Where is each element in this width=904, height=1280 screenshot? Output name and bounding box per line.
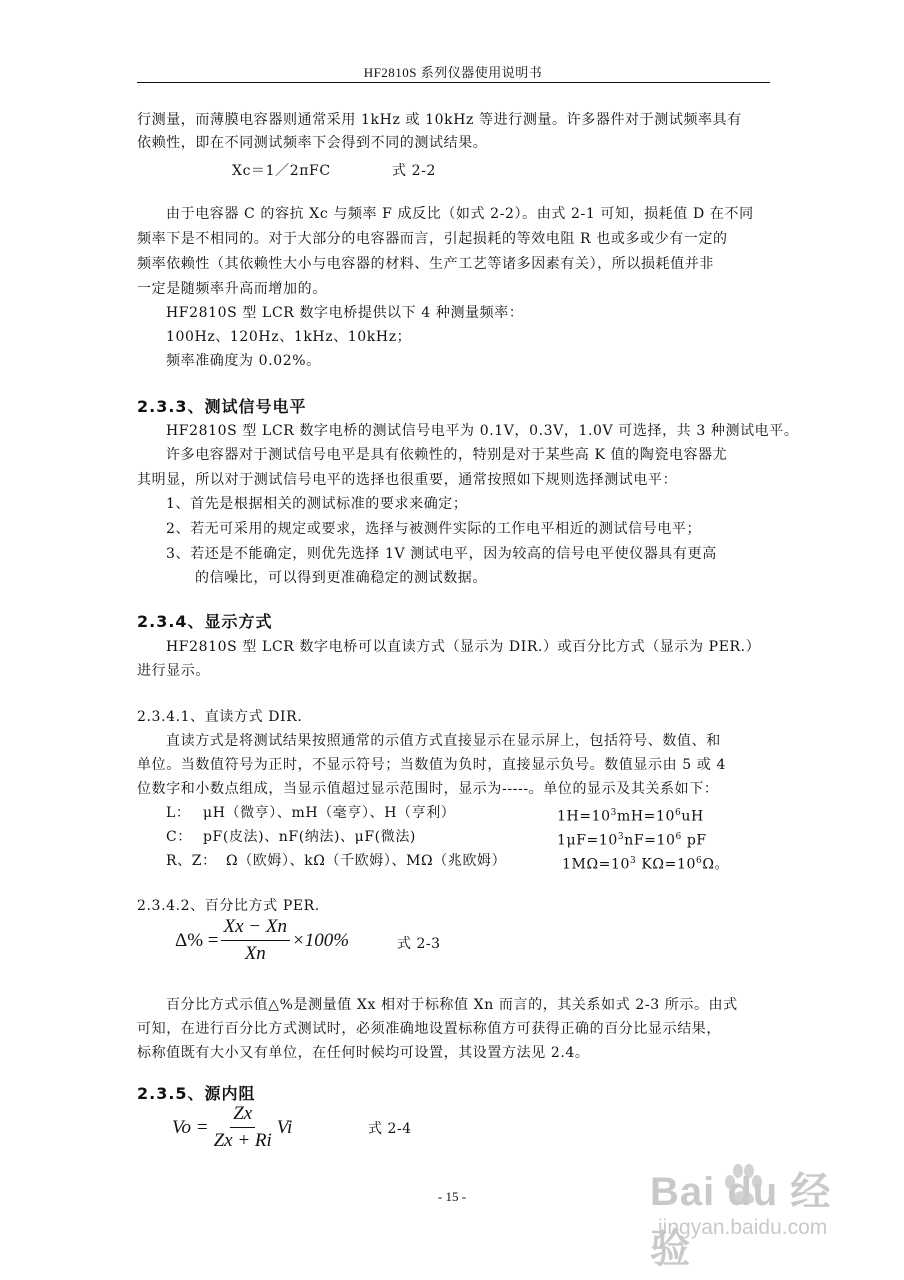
baidu-watermark [650,1160,860,1271]
eq-rhs: ×100% [291,929,350,951]
list-item: 2、若无可采用的规定或要求，选择与被测件实际的工作电平相近的测试信号电平； [166,521,702,537]
body-line: 由于电容器 C 的容抗 Xc 与频率 F 成反比（如式 2-2）。由式 2-1 可知，损耗值 D 在不同 [166,206,754,222]
equation-label: 式 2-3 [397,936,441,952]
subsection-heading: 2.3.4.2、百分比方式 PER. [137,898,320,914]
equation-2-4 [172,1103,292,1152]
body-line: 频率准确度为 0.02%。 [166,353,321,369]
watermark-logo-text: Bai du 经验 [650,1170,832,1271]
equation-label: 式 2-4 [368,1121,412,1137]
body-line: 许多电容器对于测试信号电平是具有依赖性的，特别是对于某些高 K 值的陶瓷电容器尤 [166,447,728,463]
list-item-cont: 的信噪比，可以得到更准确稳定的测试数据。 [195,570,487,586]
page-number: - 15 - [437,1189,467,1204]
body-line: 其明显，所以对于测试信号电平的选择也很重要，通常按照如下规则选择测试电平： [137,472,678,488]
body-line: 100Hz、120Hz、1kHz、10kHz； [166,329,412,345]
body-line: 一定是随频率升高而增加的。 [137,281,327,297]
unit-relation: $1H=10^3mH=10^6uH$ [557,808,704,825]
unit-names: Ω（欧姆）、kΩ（千欧姆）、MΩ（兆欧姆） [226,853,507,869]
list-item: 1、首先是根据相关的测试标准的要求来确定； [166,496,468,512]
unit-label: R、Z： [166,853,217,869]
eq-lhs: Vo = [172,1116,209,1138]
body-line: 直读方式是将测试结果按照通常的示值方式直接显示在显示屏上，包括符号、数值、和 [166,733,721,749]
body-line: HF2810S 型 LCR 数字电桥提供以下 4 种测量频率： [166,305,524,321]
body-line: 行测量，而薄膜电容器则通常采用 1kHz 或 10kHz 等进行测量。许多器件对于测试频率具有 [137,112,742,128]
body-line: 进行显示。 [137,663,210,679]
eq-denominator: Zx + Ri [213,1130,272,1151]
eq-numerator: Xx − Xn [221,916,290,941]
formula-xc: Xc＝1／2πFC [232,163,331,179]
page-header-title: HF2810S 系列仪器使用说明书 [363,65,543,80]
body-line: 标称值既有大小又有单位，在任何时候均可设置，其设置方法见 2.4。 [137,1045,590,1061]
unit-names: pF(皮法)、nF(纳法)、μF(微法) [203,829,416,845]
unit-label: L： [166,805,191,821]
body-line: 单位。当数值符号为正时，不显示符号；当数值为负时，直接显示负号。数值显示由 5 或 4 [137,757,726,773]
body-line: 百分比方式示值△%是测量值 Xx 相对于标称值 Xn 而言的，其关系如式 2-3 所示。由式 [166,997,738,1013]
header-rule [137,82,770,83]
eq-numerator: Zx [230,1103,255,1128]
body-line: 频率依赖性（其依赖性大小与电容器的材料、生产工艺等诸多因素有关），所以损耗值并非 [137,256,714,272]
body-line: 频率下是不相同的。对于大部分的电容器而言，引起损耗的等效电阻 R 也或多或少有一定的 [137,231,728,247]
equation-2-3 [175,916,349,965]
unit-label: C： [166,829,192,845]
body-line: HF2810S 型 LCR 数字电桥的测试信号电平为 0.1V，0.3V，1.0V 可选择，共 3 种测试电平。 [166,423,799,439]
list-item: 3、若还是不能确定，则优先选择 1V 测试电平，因为较高的信号电平使仪器具有更高 [166,546,717,562]
section-heading: 2.3.5、源内阻 [137,1084,256,1103]
unit-relation: $1M\Omega=10^3$ $K\Omega=10^6\Omega$。 [562,856,730,873]
unit-names: μH（微亨）、mH（毫亨）、H（亨利） [203,805,456,821]
section-heading: 2.3.4、显示方式 [137,612,273,631]
unit-relation: $1\mu F=10^3nF=10^6$ pF [557,832,707,849]
section-heading: 2.3.3、测试信号电平 [137,397,307,416]
body-line: 位数字和小数点组成，当显示值超过显示范围时，显示为-----。单位的显示及其关系如下： [137,781,719,797]
formula-label: 式 2-2 [392,163,436,179]
body-line: HF2810S 型 LCR 数字电桥可以直读方式（显示为 DIR.）或百分比方式（显示为 PER.） [166,639,761,655]
subsection-heading: 2.3.4.1、直读方式 DIR. [137,709,303,725]
body-line: 依赖性，即在不同测试频率下会得到不同的测试结果。 [137,135,488,151]
eq-denominator: Xn [244,943,266,964]
body-line: 可知，在进行百分比方式测试时，必须准确地设置标称值方可获得正确的百分比显示结果， [137,1021,721,1037]
eq-lhs: Δ% = [175,929,219,951]
watermark-url: jingyan.baidu.com [658,1216,828,1239]
eq-rhs: Vi [276,1116,293,1138]
